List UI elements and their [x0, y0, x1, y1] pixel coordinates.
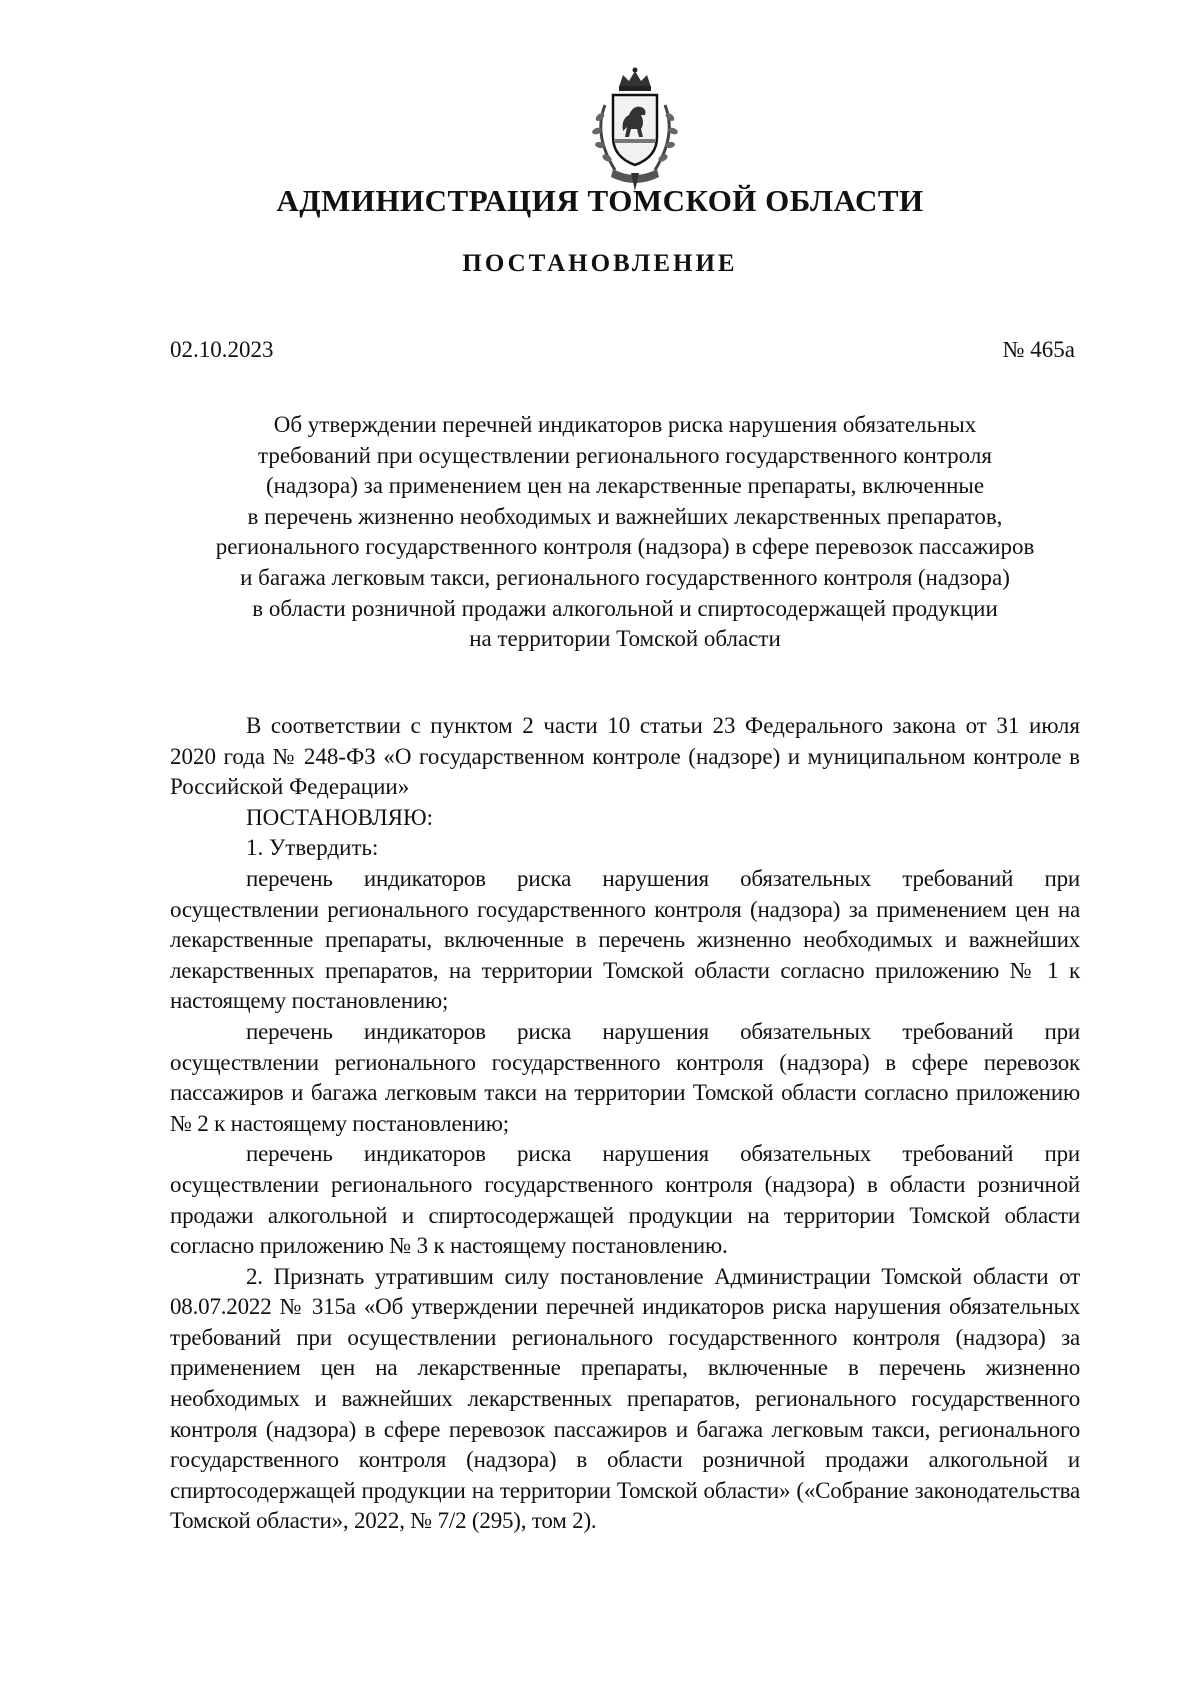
- tomsk-coat-of-arms-emblem: [575, 65, 695, 195]
- document-type-heading: ПОСТАНОВЛЕНИЕ: [462, 250, 738, 277]
- subject-line: регионального государственного контроля (надзора) в сфере перевозок пассажиров: [215, 534, 1035, 560]
- document-body: [170, 711, 1080, 1537]
- subject-line: в области розничной продажи алкогольной и спиртосодержащей продукции: [252, 595, 998, 621]
- document-subject: [165, 410, 1085, 655]
- list-item-appendix-3: перечень индикаторов риска нарушения обязательных требований при осуществлении регионального государственного контроля (надзора) в области розничной продажи алкогольной и спиртосодержащей продукции на территории Томской области согласно приложению № 3 к настоящему постановлению.: [170, 1141, 1080, 1259]
- item-1-heading: 1. Утвердить:: [246, 835, 379, 861]
- item-2-paragraph: 2. Признать утратившим силу постановление Администрации Томской области от 08.07.2022 № 315а «Об утверждении перечней индикаторов риска нарушения обязательных требований при осуществлении регионального государственного контроля (надзора) за применением цен на лекарственные препараты, включенные в перечень жизненно необходимых и важнейших лекарственных препаратов, регионального государственного контроля (надзора) в сфере перевозок пассажиров и багажа легковым такси, регионального государственного контроля (надзора) в области розничной продажи алкогольной и спиртосодержащей продукции на территории Томской области» («Собрание законодательства Томской области», 2022, № 7/2 (295), том 2).: [170, 1263, 1080, 1534]
- preamble-paragraph: В соответствии с пунктом 2 части 10 статьи 23 Федерального закона от 31 июля 2020 года № 248-ФЗ «О государственном контроле (надзоре) и муниципальном контроле в Российской Федерации»: [170, 713, 1080, 800]
- document-number: № 465а: [1002, 337, 1075, 362]
- subject-line: (надзора) за применением цен на лекарственные препараты, включенные: [265, 473, 985, 499]
- subject-line: требований при осуществлении регионального государственного контроля: [258, 442, 992, 468]
- resolve-heading: ПОСТАНОВЛЯЮ:: [246, 804, 434, 830]
- document-date: 02.10.2023: [170, 337, 274, 362]
- subject-line: в перечень жизненно необходимых и важнейших лекарственных препаратов,: [247, 503, 1003, 529]
- subject-line: и багажа легковым такси, регионального государственного контроля (надзора): [240, 564, 1010, 590]
- list-item-appendix-2: перечень индикаторов риска нарушения обязательных требований при осуществлении регионального государственного контроля (надзора) в сфере перевозок пассажиров и багажа легковым такси на территории Томской области согласно приложению № 2 к настоящему постановлению;: [170, 1018, 1080, 1136]
- organization-title: АДМИНИСТРАЦИЯ ТОМСКОЙ ОБЛАСТИ: [276, 183, 924, 218]
- list-item-appendix-1: перечень индикаторов риска нарушения обязательных требований при осуществлении регионального государственного контроля (надзора) за применением цен на лекарственные препараты, включенные в перечень жизненно необходимых и важнейших лекарственных препаратов, на территории Томской области согласно приложению № 1 к настоящему постановлению;: [170, 865, 1080, 1014]
- subject-line: на территории Томской области: [469, 626, 781, 652]
- subject-line: Об утверждении перечней индикаторов риска нарушения обязательных: [273, 412, 977, 437]
